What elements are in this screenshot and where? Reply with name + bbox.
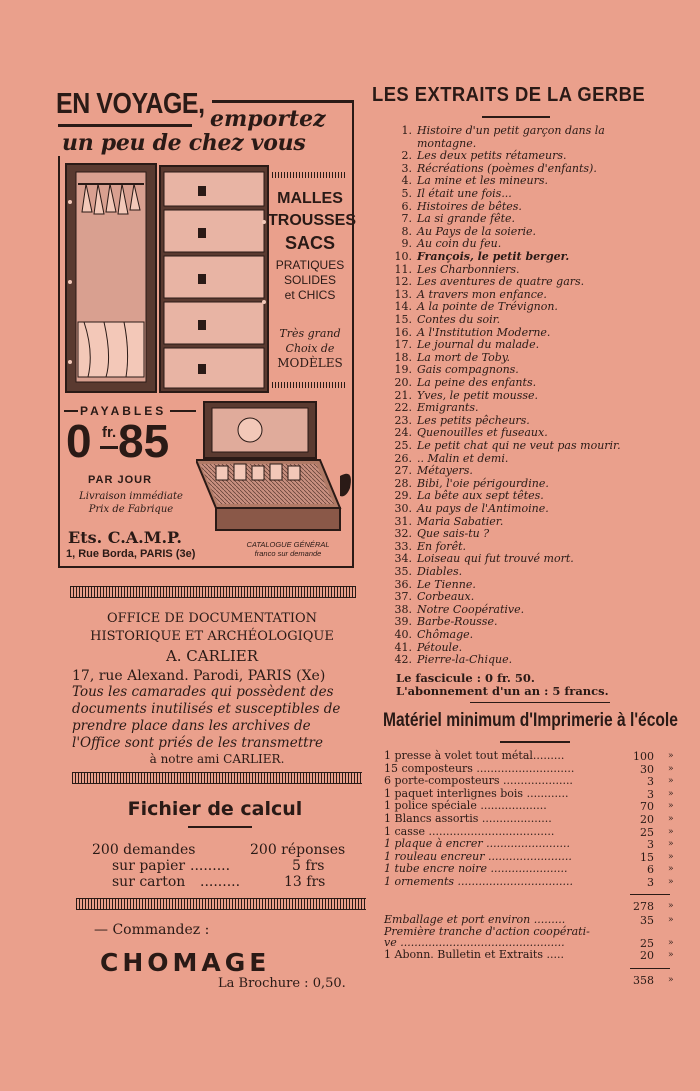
divider-3 [76,898,366,910]
divider-2 [72,772,362,784]
extraits-abonnement: L'abonnement d'un an : 5 francs. [396,684,609,698]
fichier-row-3 [112,874,362,890]
extraits-item-number: 28. [394,476,412,490]
materiel-item-price: 20 [640,948,654,962]
extraits-item-title: Barbe-Rousse. [417,615,498,629]
ad-delivery [66,490,196,516]
office-message-end: à notre ami CARLIER. [149,752,285,766]
materiel-item-label: 1 Abonn. Bulletin et Extraits ..... [384,947,564,961]
extraits-item-title: Bibi, l'oie périgourdine. [417,476,549,490]
materiel-total-rule [630,968,670,969]
extraits-item-title: Loiseau qui fut trouvé mort. [417,552,574,566]
extraits-item-number: 16. [394,325,412,339]
materiel-quote-mark: » [668,949,674,960]
ad-quality-3: et CHICS [284,288,336,302]
extraits-item-title: Que sais-tu ? [417,527,490,541]
materiel-quote-mark: » [668,801,674,812]
materiel-item-price: 278 [633,900,654,913]
extraits-item-number: 37. [394,590,412,604]
extraits-item-number: 1. [401,124,412,137]
extraits-item-number: 38. [394,602,412,616]
office-address: 17, rue Alexand. Parodi, PARIS (Xe) [72,668,326,684]
ad-price-main: 0 [66,415,92,467]
extraits-item-number: 8. [401,224,412,238]
extraits-item-title: La mort de Toby. [417,350,511,364]
materiel-item-label: 1 rouleau encreur ........................ [384,849,572,863]
ad-headline-1: EN VOYAGE, [56,88,205,120]
extraits-item-title: La mine et les mineurs. [417,174,549,188]
extraits-item-number: 27. [394,464,412,478]
extraits-item-title: Il était une fois... [417,187,512,200]
fichier-row-1 [92,842,362,858]
extraits-item-title: La bête aux sept têtes. [417,489,544,503]
fichier-row-3-left: sur carton [112,874,186,890]
toiletry-case-illustration [196,398,354,534]
extraits-item-title: Histoire d'un petit garçon dans la [417,124,605,137]
materiel-item-label: 1 casse .................................... [384,824,555,838]
ad-hatch-top [272,172,346,178]
ad-headline-rule [58,124,192,127]
materiel-item-price: 3 [647,876,654,889]
fichier-row-1-left: 200 demandes [92,842,196,858]
materiel-item-label: 1 presse à volet tout métal......... [384,749,565,762]
extraits-item-number: 25. [394,439,412,452]
fichier-row-1-right: 200 réponses [250,842,346,858]
extraits-item-title: La peine des enfants. [417,376,537,389]
extraits-item-number: 4. [401,174,412,188]
extraits-item-title: La si grande fête. [417,212,516,226]
ad-headline-2: emportez [210,106,326,132]
extraits-item-title: A la pointe de Trévignon. [417,300,558,314]
extraits-end-rule [470,702,610,703]
ad-top-rule [212,100,352,103]
office-message-2: documents inutilisés et susceptibles de [72,701,341,717]
extraits-item-number: 33. [394,539,412,553]
materiel-item-price: 358 [633,974,654,987]
ad-catalogue [226,540,350,558]
fichier-row-2-left: sur papier [112,858,186,874]
ad-choice-3: MODÈLES [277,356,343,370]
materiel-item-label: 1 tube encre noire ...................... [384,862,568,876]
commandez-label: — Commandez : [94,922,210,938]
ad-choice [268,326,352,371]
extraits-item-title: Récréations (poèmes d'enfants). [417,161,597,175]
office-block [62,610,362,666]
extraits-item-title: Les petits pêcheurs. [417,413,530,427]
materiel-quote-mark: » [668,915,674,925]
materiel-item-price: 30 [640,762,654,776]
materiel-quote-mark: » [668,751,674,761]
ad-product-trousses: TROUSSES [268,212,357,229]
extraits-item-number: 41. [394,640,412,654]
materiel-subtotal-rule [630,894,670,895]
extraits-item-title: Chômage. [417,628,474,641]
office-message-1: Tous les camarades qui possèdent des [72,684,334,700]
materiel-quote-mark: » [668,851,674,862]
extraits-item-title: Gais compagnons. [417,363,519,377]
extraits-item-number: 29. [394,489,412,503]
ad-choice-1: Très grand [279,327,341,340]
extraits-item-title: A l'Institution Moderne. [417,325,551,339]
ad-payables-rule [64,410,78,412]
materiel-item-label: 1 paquet interlignes bois ............ [384,786,569,800]
extraits-item-number: 42. [394,653,412,667]
ad-payables-rule-2 [170,410,196,412]
ad-address: 1, Rue Borda, PARIS (3e) [66,548,196,560]
materiel-item-label: 1 ornements ................................. [384,875,573,888]
extraits-fascicule: Le fascicule : 0 fr. 50. [396,671,535,685]
ad-per-day: PAR JOUR [88,474,153,486]
materiel-quote-mark: » [668,975,674,985]
ad-products [268,188,357,254]
office-line-1: OFFICE DE DOCUMENTATION [106,611,318,626]
extraits-item-title: Les deux petits rétameurs. [417,149,567,163]
extraits-item-title: Diables. [417,565,463,578]
materiel-item-price: 100 [633,750,654,763]
materiel-quote-mark: » [668,814,674,824]
extraits-item-title: Maria Sabatier. [417,514,504,528]
ad-price-cents: 85 [118,415,170,467]
materiel-item-label: 6 porte-composteurs .................... [384,774,573,788]
extraits-item-number: 21. [394,388,412,402]
extraits-item-title: Le Tienne. [417,577,476,591]
extraits-item-number: 40. [394,628,412,641]
materiel-item-label: 15 composteurs ............................ [384,761,575,775]
commandez-title: CHOMAGE [100,948,271,977]
extraits-item-number: 18. [394,350,412,364]
materiel-item-price: 3 [647,775,654,789]
materiel-title-rule [500,741,570,743]
extraits-item-number: 13. [394,287,412,301]
extraits-item-number: 26. [394,451,412,465]
extraits-item-title: Notre Coopérative. [417,602,525,616]
materiel-quote-mark: » [668,864,674,875]
fichier-title: Fichier de calcul [127,798,303,820]
materiel-item-price: 25 [640,937,654,950]
materiel-item-price: 15 [640,850,654,864]
ad-delivery-2: Prix de Fabrique [88,504,174,515]
extraits-item-title: Au coin du feu. [417,237,502,251]
materiel-quote-mark: » [668,938,674,948]
extraits-item-number: 36. [394,577,412,591]
office-line-2: HISTORIQUE ET ARCHÉOLOGIQUE [90,629,334,644]
extraits-item-title: Les aventures de quatre gars. [417,275,585,289]
extraits-item-number: 30. [394,502,412,515]
extraits-item-title: A travers mon enfance. [417,287,547,301]
extraits-item-title: Corbeaux. [417,590,475,604]
ad-frame-right-top [352,100,354,158]
ad-catalogue-2: franco sur demande [254,549,322,558]
ad-price-dash [100,446,118,449]
office-name: A. CARLIER [165,647,259,665]
ad-quality-1: PRATIQUES [275,258,345,272]
extraits-item-number: 19. [394,363,412,377]
extraits-item-number: 3. [401,161,412,175]
materiel-item-label: 1 plaque à encrer ........................ [384,837,570,851]
materiel-quote-mark: » [668,901,674,911]
office-message-3: prendre place dans les archives de [72,718,311,734]
extraits-item-title: En forêt. [417,539,466,553]
materiel-item-label: Première tranche d'action coopérati- [384,924,590,938]
ad-payables: PAYABLES [80,404,167,418]
materiel-title: Matériel minimum d'Imprimerie à l'école [383,710,678,731]
extraits-item-number: 35. [394,565,412,578]
ad-quality-2: SOLIDES [283,273,337,287]
extraits-item-number: 14. [394,300,412,314]
extraits-item-title: Au Pays de la soierie. [417,224,537,238]
extraits-item-title: Les Charbonniers. [417,262,520,276]
extraits-item-number: 34. [394,552,412,566]
commandez-price: La Brochure : 0,50. [218,976,346,991]
extraits-item-title: .. Malin et demi. [417,451,509,465]
extraits-item-title: Au pays de l'Antimoine. [417,502,549,515]
extraits-item-number: 7. [401,212,412,226]
extraits-item-title: François, le petit berger. [417,250,570,263]
ad-price-fr: fr. [102,424,117,441]
extraits-item-number: 22. [394,401,412,415]
extraits-item-title: Le journal du malade. [417,338,540,352]
extraits-item-number: 15. [394,313,412,326]
materiel-item-label: ve ............................................... [384,936,565,949]
materiel-list [384,750,684,990]
extraits-item-title: Pétoule. [417,640,463,654]
ad-hatch-bottom [272,382,346,388]
office-message [72,684,364,752]
extraits-item-number: 11. [394,262,412,276]
extraits-item-number: 39. [394,615,412,629]
extraits-item-title: Emigrants. [417,401,479,415]
extraits-item-number: 17. [394,338,412,352]
materiel-item-price: 25 [640,825,654,839]
extraits-item-title: Contes du soir. [417,313,501,326]
extraits-item-number: 5. [401,187,412,200]
divider-1 [70,586,356,598]
materiel-quote-mark: » [668,826,674,837]
extraits-item-title: Le petit chat qui ne veut pas mourir. [417,439,621,452]
materiel-item-label: 1 police spéciale ................... [384,799,547,813]
materiel-item-price: 6 [647,863,654,877]
extraits-item-number: 12. [394,275,412,289]
fichier-row-3-dots: ......... [200,874,241,890]
extraits-title-rule [482,116,550,118]
ad-company: Ets. C.A.M.P. [68,528,182,547]
materiel-item-price: 3 [647,787,654,801]
fichier-row-3-right: 13 frs [284,874,326,890]
materiel-item-price: 20 [640,813,654,826]
extraits-item-number: 2. [401,149,412,163]
extraits-item-number: 31. [394,514,412,528]
ad-choice-2: Choix de [285,342,335,355]
extraits-item-number: 6. [401,199,412,213]
extraits-item-number: 10. [394,250,412,263]
fichier-row-2 [112,858,362,874]
extraits-item-number: 24. [394,426,412,440]
extraits-item-number: 9. [401,237,412,251]
materiel-item-price: 3 [647,838,654,852]
wardrobe-trunk-illustration [64,162,270,394]
ad-delivery-1: Livraison immédiate [79,491,183,502]
materiel-item-label: 1 Blancs assortis .................... [384,812,552,825]
extraits-item-number: 20. [394,376,412,389]
extraits-item [382,654,692,667]
ad-headline-3: un peu de chez vous [62,130,306,156]
extraits-item-title: Yves, le petit mousse. [417,388,538,402]
materiel-item-price: 35 [640,914,654,927]
extraits-item-title: Métayers. [417,464,473,478]
office-message-4: l'Office sont priés de les transmettre [72,735,323,751]
ad-product-malles: MALLES [277,190,343,207]
materiel-quote-mark: » [668,776,674,787]
extraits-title: LES EXTRAITS DE LA GERBE [372,84,646,106]
materiel-quote-mark: » [668,788,674,799]
extraits-item-number: 32. [394,527,412,541]
materiel-quote-mark: » [668,877,674,887]
extraits-item-number: 23. [394,413,412,427]
ad-qualities [268,258,352,303]
materiel-item-label: Emballage et port environ ......... [384,913,566,926]
extraits-item-title: montagne. [417,136,477,150]
ad-catalogue-1: CATALOGUE GÉNÉRAL [246,540,330,549]
materiel-quote-mark: » [668,839,674,850]
ad-product-sacs: SACS [284,233,335,253]
materiel-item-price: 70 [640,800,654,814]
fichier-title-rule [188,826,252,828]
fichier-row-2-right: 5 frs [292,858,325,874]
extraits-item-title: Pierre-la-Chique. [417,653,513,667]
fichier-row-2-dots: ......... [190,858,231,874]
materiel-quote-mark: » [668,763,674,774]
extraits-item-title: Quenouilles et fuseaux. [417,426,548,440]
extraits-item-title: Histoires de bêtes. [417,199,522,213]
